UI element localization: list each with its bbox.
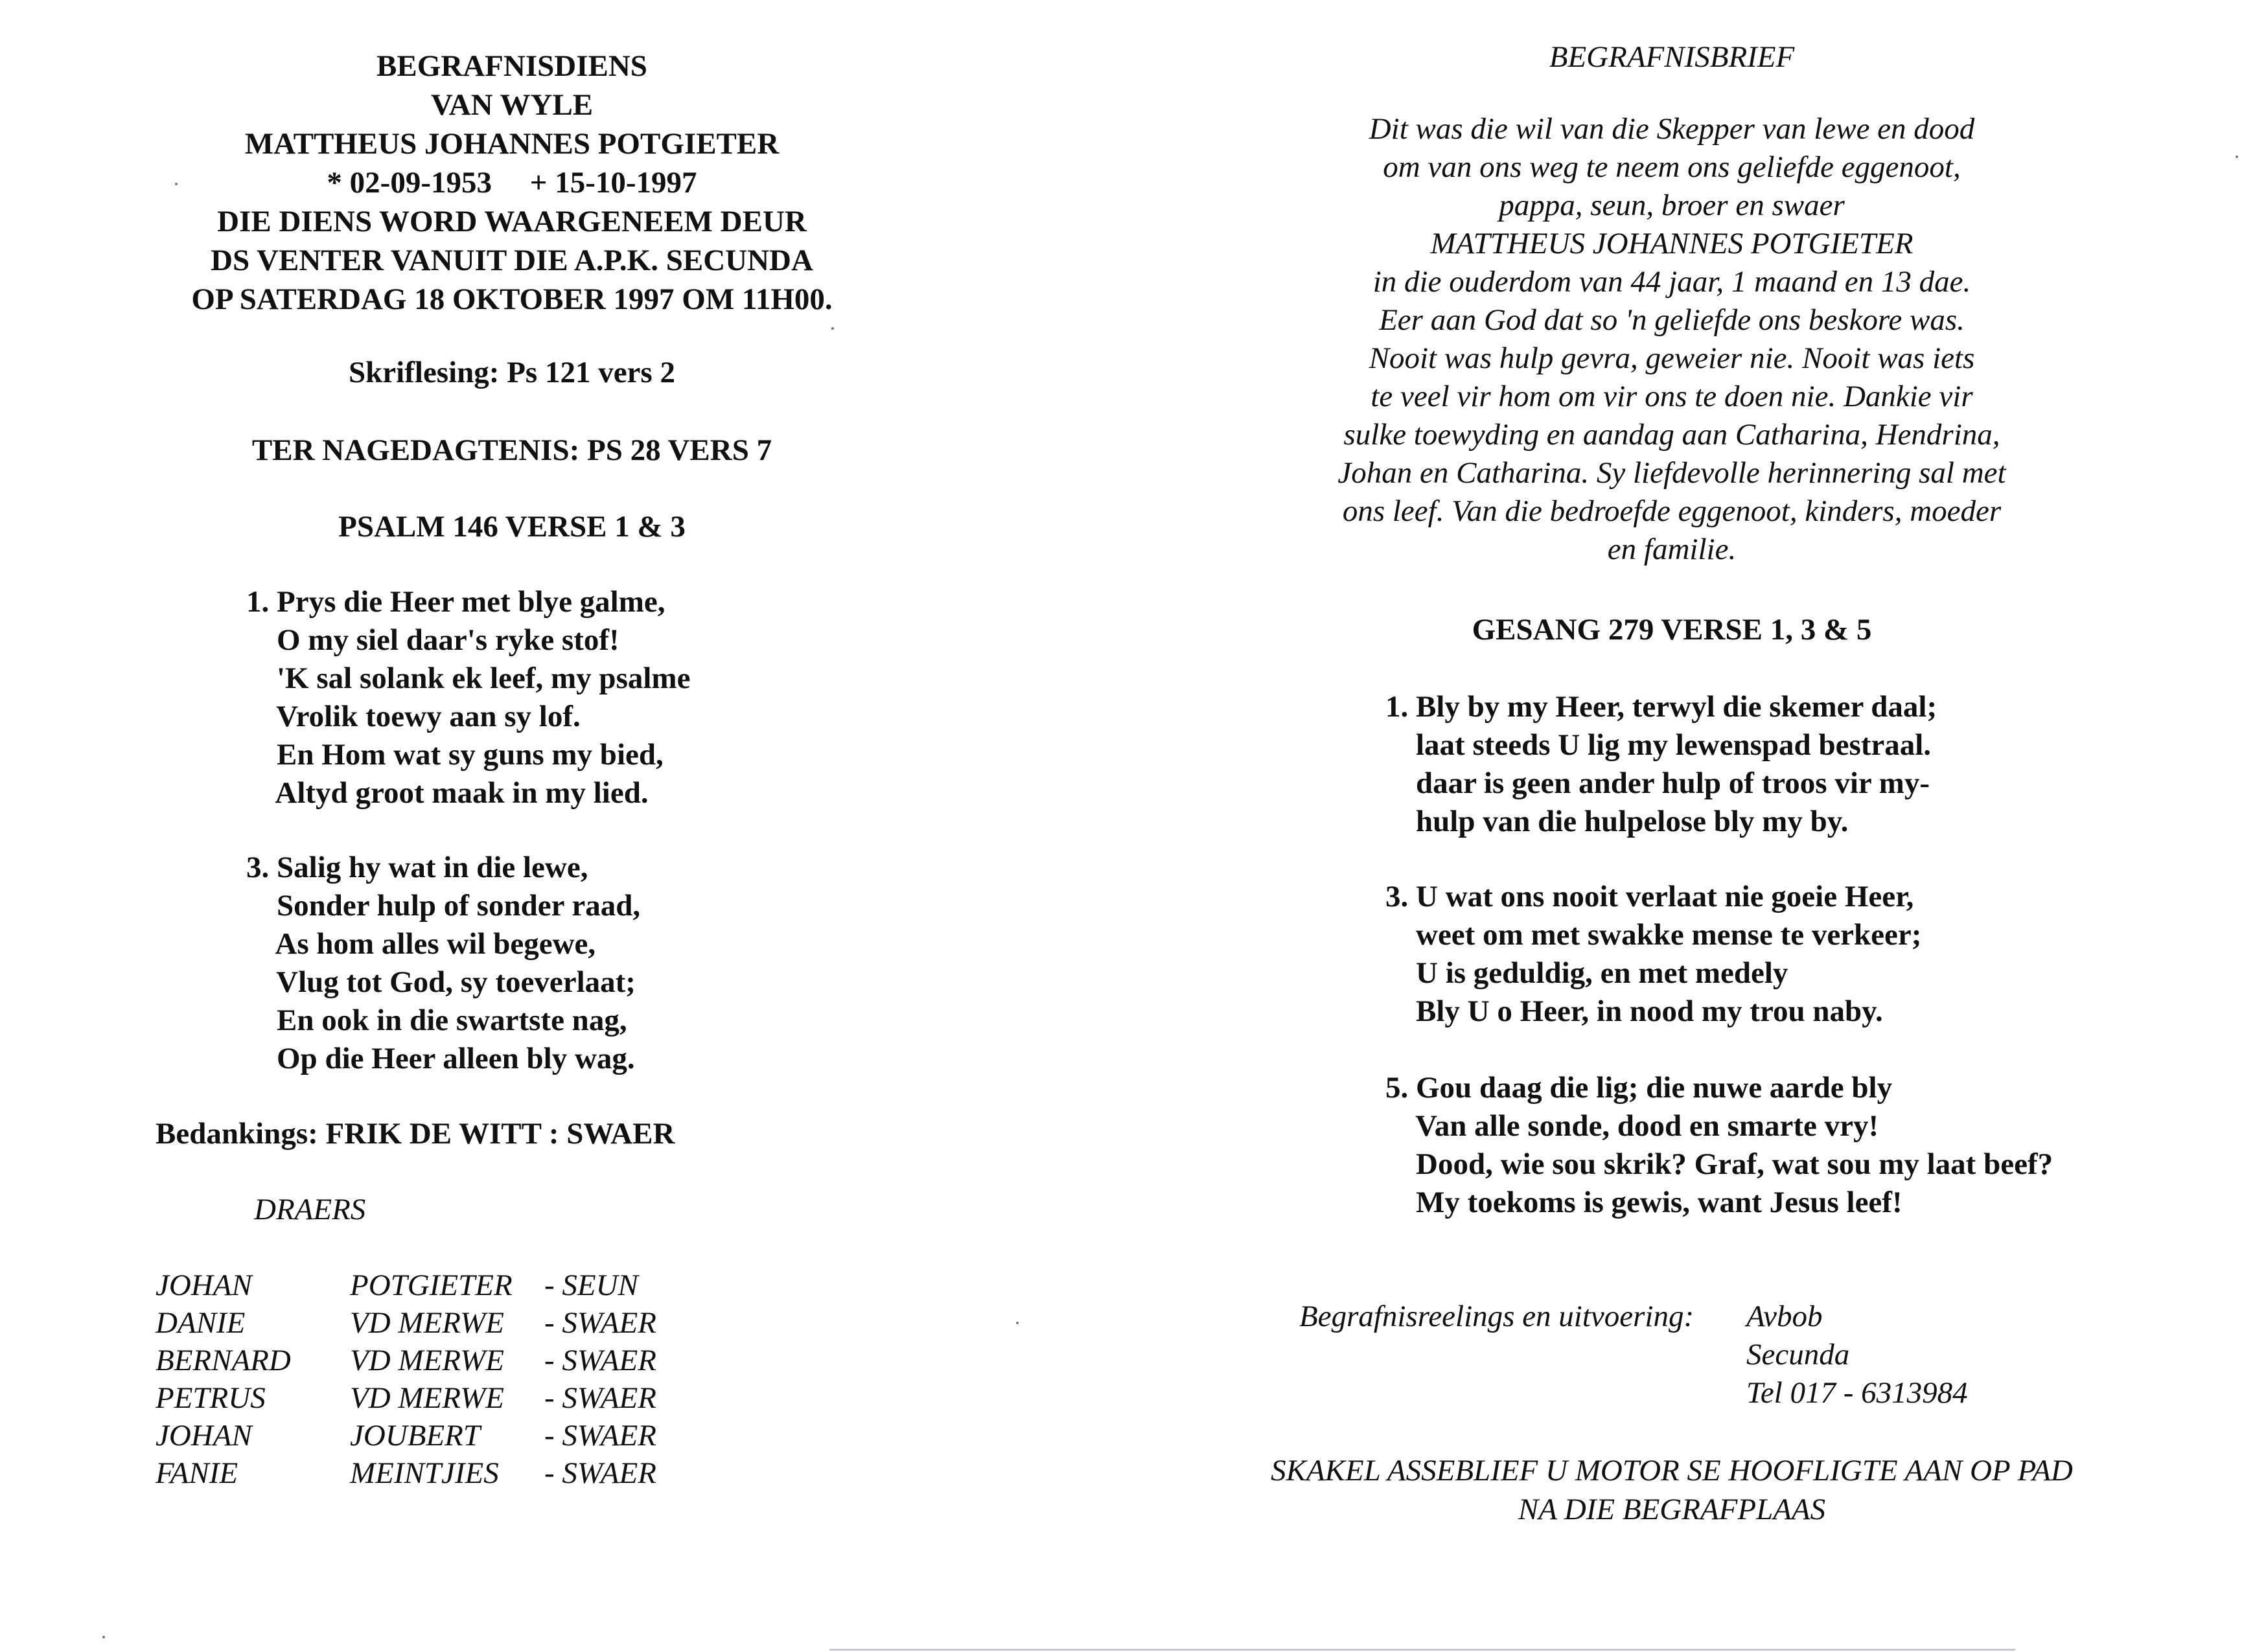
letter-line: sulke toewyding en aandag aan Catharina, Hendrina,	[1343, 418, 2000, 452]
notice-line: SKAKEL ASSEBLIEF U MOTOR SE HOOFLIGTE AAN OP PAD	[1271, 1454, 2073, 1487]
letter-line: ons leef. Van die bedroefde eggenoot, kinders, moeder	[1342, 494, 2002, 528]
funeral-arrangements	[1299, 1298, 1968, 1410]
letter-line: Johan en Catharina. Sy liefdevolle herinnering sal met	[1337, 456, 2006, 490]
psalm-title: PSALM 146 VERSE 1 & 3	[338, 510, 686, 544]
header-line: MATTHEUS JOHANNES POTGIETER	[244, 127, 780, 161]
header-line: OP SATERDAG 18 OKTOBER 1997 OM 11H00.	[191, 282, 833, 316]
header-line: DIE DIENS WORD WAARGENEEM DEUR	[217, 205, 807, 238]
verse-line: laat steeds U lig my lewenspad bestraal.	[1385, 728, 1932, 762]
bearers-title: DRAERS	[254, 1193, 366, 1226]
bearer-surname: VD MERWE	[350, 1344, 504, 1377]
verse-line: 1. Bly by my Heer, terwyl die skemer daal;	[1385, 690, 1937, 724]
letter-line: pappa, seun, broer en swaer	[1499, 189, 1845, 222]
bearer-surname: MEINTJIES	[350, 1456, 499, 1490]
bearer-row	[156, 1342, 656, 1379]
scan-speck	[102, 1636, 105, 1638]
bearer-surname: VD MERWE	[350, 1381, 504, 1415]
verse-line: U is geduldig, en met medely	[1385, 956, 1788, 990]
verse-line: 'K sal solank ek leef, my psalme	[246, 661, 691, 695]
bearer-first-name: PETRUS	[156, 1381, 266, 1415]
bearer-row	[156, 1417, 656, 1454]
verse-line: weet om met swakke mense te verkeer;	[1385, 918, 1922, 952]
verse-line: Vlug tot God, sy toeverlaat;	[246, 965, 636, 999]
psalm-verse	[246, 849, 640, 1078]
thanks-line: Bedankings: FRIK DE WITT : SWAER	[156, 1117, 675, 1151]
verse-line: Vrolik toewy aan sy lof.	[246, 700, 581, 733]
letter-line: om van ons weg te neem ons geliefde eggenoot,	[1383, 150, 1961, 184]
letter-line: MATTHEUS JOHANNES POTGIETER	[1430, 227, 1914, 260]
verse-line: 5. Gou daag die lig; die nuwe aarde bly	[1385, 1071, 1893, 1105]
arrangements-line: Secunda	[1746, 1338, 1850, 1371]
scan-speck	[1016, 1322, 1019, 1324]
headlights-notice	[1128, 1451, 2216, 1529]
verse-line: O my siel daar's ryke stof!	[246, 623, 619, 657]
verse-line: hulp van die hulpelose bly my by.	[1385, 805, 1849, 838]
header-line: * 02-09-1953 + 15-10-1997	[327, 166, 697, 200]
bearer-row	[156, 1379, 656, 1417]
scan-speck	[175, 183, 178, 185]
scripture-reading: Skriflesing: Ps 121 vers 2	[349, 356, 675, 389]
hymn-verse	[1385, 688, 1937, 841]
verse-line: daar is geen ander hulp of troos vir my-	[1385, 766, 1930, 800]
bearer-first-name: FANIE	[156, 1456, 238, 1490]
verse-line: As hom alles wil begewe,	[246, 927, 596, 961]
letter-line: Dit was die wil van die Skepper van lewe en dood	[1369, 112, 1975, 146]
letter-line: in die ouderdom van 44 jaar, 1 maand en 13 dae.	[1372, 265, 1971, 299]
verse-line: Sonder hulp of sonder raad,	[246, 889, 641, 923]
letter-line: Eer aan God dat so 'n geliefde ons beskore was.	[1379, 303, 1965, 337]
bearer-relation: - SWAER	[544, 1456, 656, 1490]
verse-line: 1. Prys die Heer met blye galme,	[246, 585, 665, 619]
bottom-edge-rule	[829, 1649, 2015, 1651]
verse-line: Bly U o Heer, in nood my trou naby.	[1385, 994, 1883, 1028]
verse-line: 3. U wat ons nooit verlaat nie goeie Heer,	[1385, 880, 1914, 913]
arrangements-line: Tel 017 - 6313984	[1746, 1376, 1968, 1410]
hymn-verse	[1385, 878, 1921, 1031]
letter-line: te veel vir hom om vir ons te doen nie. Dankie vir	[1370, 380, 1973, 413]
letter-body	[1128, 110, 2216, 569]
verse-line: Van alle sonde, dood en smarte vry!	[1385, 1109, 1879, 1143]
bearer-relation: - SWAER	[544, 1306, 656, 1340]
bearer-relation: - SWAER	[544, 1381, 656, 1415]
psalm-verse	[246, 583, 690, 812]
verse-line: Dood, wie sou skrik? Graf, wat sou my laat beef?	[1385, 1147, 2053, 1181]
verse-line: 3. Salig hy wat in die lewe,	[246, 851, 588, 884]
letter-line: en familie.	[1607, 533, 1737, 566]
scan-speck	[831, 327, 834, 330]
bearer-row	[156, 1267, 656, 1304]
verse-line: En Hom wat sy guns my bied,	[246, 738, 664, 772]
verse-line: My toekoms is gewis, want Jesus leef!	[1385, 1186, 1902, 1219]
letter-line: Nooit was hulp gevra, geweier nie. Nooit was iets	[1369, 341, 1975, 375]
arrangements-label: Begrafnisreelings en uitvoering:	[1299, 1300, 1694, 1333]
verse-line: Op die Heer alleen bly wag.	[246, 1042, 635, 1075]
remembrance-line: TER NAGEDAGTENIS: PS 28 VERS 7	[251, 433, 772, 467]
service-header	[0, 47, 1024, 319]
bearer-relation: - SEUN	[544, 1268, 638, 1302]
bearers-table	[156, 1267, 656, 1492]
header-line: DS VENTER VANUIT DIE A.P.K. SECUNDA	[211, 244, 813, 277]
bearer-row	[156, 1304, 656, 1342]
notice-line: NA DIE BEGRAFPLAAS	[1518, 1493, 1826, 1526]
arrangements-line: Avbob	[1746, 1300, 1823, 1333]
bearer-relation: - SWAER	[544, 1344, 656, 1377]
verse-line: Altyd groot maak in my lied.	[246, 776, 649, 810]
bearer-first-name: DANIE	[156, 1306, 246, 1340]
header-line: BEGRAFNISDIENS	[376, 49, 647, 83]
right-page	[1128, 0, 2255, 1652]
bearer-surname: POTGIETER	[350, 1268, 513, 1302]
scan-speck	[2236, 155, 2238, 158]
verse-line: En ook in die swartste nag,	[246, 1004, 627, 1037]
bearer-relation: - SWAER	[544, 1419, 656, 1452]
bearer-surname: VD MERWE	[350, 1306, 504, 1340]
letter-title: BEGRAFNISBRIEF	[1549, 40, 1795, 74]
hymn-title: GESANG 279 VERSE 1, 3 & 5	[1472, 613, 1872, 647]
bearer-first-name: JOHAN	[156, 1268, 252, 1302]
bearer-surname: JOUBERT	[350, 1419, 481, 1452]
header-line: VAN WYLE	[430, 88, 594, 122]
bearer-first-name: JOHAN	[156, 1419, 252, 1452]
arrangements-details	[1746, 1298, 1968, 1412]
hymn-verse	[1385, 1069, 2053, 1222]
bearer-first-name: BERNARD	[156, 1344, 291, 1377]
bearer-row	[156, 1454, 656, 1492]
